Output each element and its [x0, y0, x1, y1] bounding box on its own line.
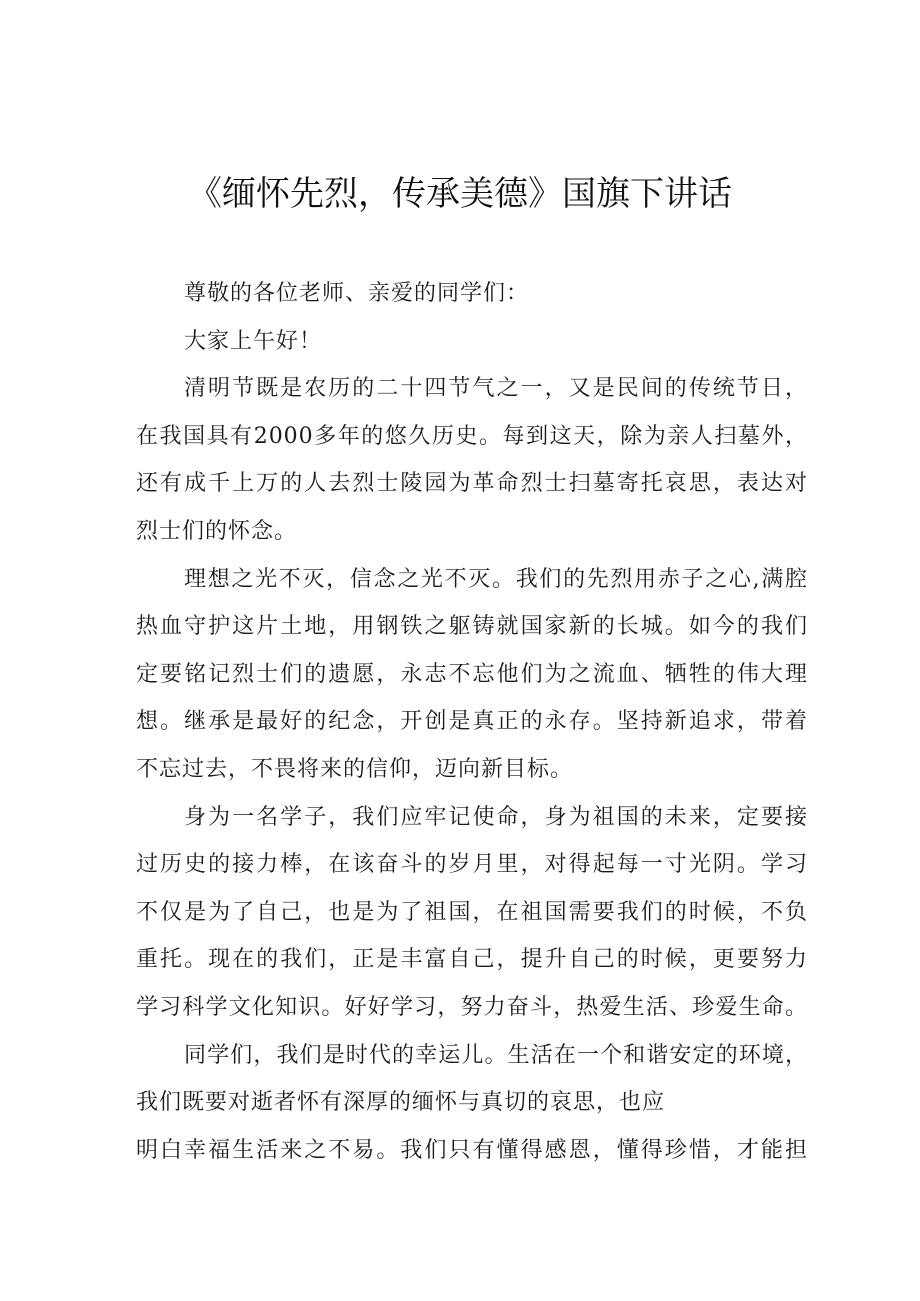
- text-line: 想。继承是最好的纪念，开创是真正的永存。坚持新追求，带着: [136, 709, 808, 735]
- text-line: 过历史的接力棒，在该奋斗的岁月里，对得起每一寸光阴。学习: [136, 852, 808, 878]
- text-line: 定要铭记烈士们的遗愿，永志不忘他们为之流血、牺牲的伟大理: [136, 661, 808, 687]
- speech-body: [136, 270, 808, 1174]
- text-line: 明白幸福生活来之不易。我们只有懂得感恩，懂得珍惜，才能担: [136, 1137, 808, 1163]
- text-line: 在我国具有2000多年的悠久历史。每到这天，除为亲人扫墓外，: [136, 423, 808, 449]
- text-line: 热血守护这片土地，用钢铁之躯铸就国家新的长城。如今的我们: [136, 614, 808, 640]
- text-line: 还有成千上万的人去烈士陵园为革命烈士扫墓寄托哀思，表达对: [136, 471, 808, 497]
- text-line: 理想之光不灭，信念之光不灭。我们的先烈用赤子之心,满腔: [184, 566, 808, 592]
- text-line: 不仅是为了自己，也是为了祖国，在祖国需要我们的时候，不负: [136, 899, 808, 925]
- text-line: 烈士们的怀念。: [136, 518, 298, 544]
- text-line: 身为一名学子，我们应牢记使命，身为祖国的未来，定要接: [184, 804, 808, 830]
- text-line: 同学们，我们是时代的幸运儿。生活在一个和谐安定的环境，: [184, 1042, 808, 1068]
- text-line: 大家上午好！: [184, 328, 323, 354]
- text-line: 尊敬的各位老师、亲爱的同学们：: [184, 281, 530, 306]
- text-line: 重托。现在的我们，正是丰富自己，提升自己的时候，更要努力: [136, 947, 808, 973]
- page-title: 《缅怀先烈，传承美德》国旗下讲话: [188, 174, 732, 214]
- text-line: 学习科学文化知识。好好学习，努力奋斗，热爱生活、珍爱生命。: [136, 994, 808, 1020]
- text-line: 清明节既是农历的二十四节气之一，又是民间的传统节日，: [184, 376, 808, 402]
- text-line: 我们既要对逝者怀有深厚的缅怀与真切的哀思，也应: [136, 1090, 666, 1116]
- text-line: 不忘过去，不畏将来的信仰，迈向新目标。: [136, 756, 574, 782]
